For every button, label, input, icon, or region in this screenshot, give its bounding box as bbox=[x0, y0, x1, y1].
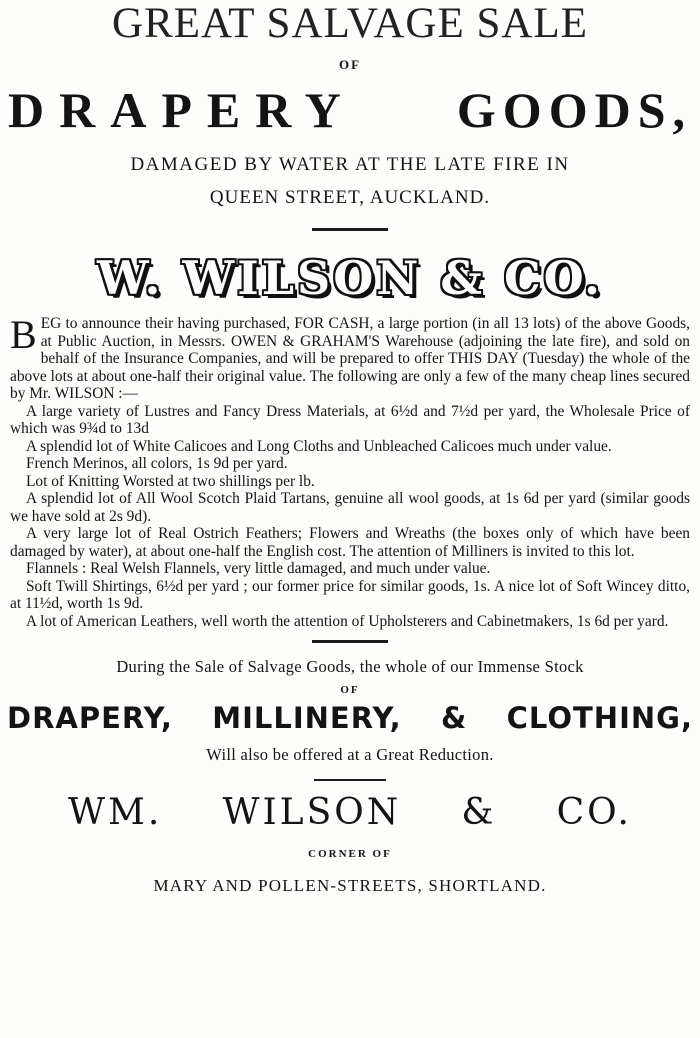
body-paragraph: French Merinos, all colors, 1s 9d per yard. bbox=[26, 455, 288, 472]
headline-of: OF bbox=[338, 57, 362, 72]
headline-word: DRAPERY, bbox=[7, 701, 173, 735]
headline-great-salvage-sale: GREAT SALVAGE SALE bbox=[112, 0, 588, 47]
body-paragraph: A very large lot of Real Ostrich Feathers; Flowers and Wreaths (the boxes only of which have been damaged by water), at about one-half the English cost. The attention of Milliners is invited to this lot. bbox=[10, 525, 690, 560]
firm-word: & bbox=[461, 792, 497, 833]
drop-cap: B bbox=[10, 312, 37, 357]
divider-rule bbox=[312, 228, 388, 231]
during-sale-line: During the Sale of Salvage Goods, the whole of our Immense Stock bbox=[116, 657, 584, 676]
body-paragraph: Flannels : Real Welsh Flannels, very little damaged, and much under value. bbox=[26, 560, 491, 577]
body-paragraph: Soft Twill Shirtings, 6½d per yard ; our former price for similar goods, 1s. A nice lot of Soft Wincey ditto, at 11½d, worth 1s 9d. bbox=[10, 577, 690, 612]
corner-of: CORNER OF bbox=[308, 848, 392, 860]
headline-drapery-millinery-clothing bbox=[6, 701, 694, 735]
body-paragraph-text: EG to announce their having purchased, FOR CASH, a large portion (in all 13 lots) of the above Goods, at Public Auction, in Messrs. OWEN & GRAHAM'S Warehouse (adjoining the late fire), and sold on behalf of the Insurance Companies, and will be prepared to offer THIS DAY (Tuesday) the whole of the above lots at about one-half their original value. The following are only a few of the many cheap lines secured by Mr. WILSON :— bbox=[10, 315, 690, 402]
address-line: MARY AND POLLEN-STREETS, SHORTLAND. bbox=[153, 876, 547, 895]
body-paragraph: A large variety of Lustres and Fancy Dress Materials, at 6½d and 7½d per yard, the Wholesale Price of which was 9¾d to 13d bbox=[10, 402, 690, 437]
headline-drapery-goods bbox=[6, 83, 694, 137]
body-paragraph: A lot of American Leathers, well worth the attention of Upholsterers and Cabinetmakers, 1s 6d per yard. bbox=[26, 612, 669, 630]
firm-name-decorative: W. WILSON & CO. bbox=[97, 251, 603, 305]
body-paragraph: A splendid lot of All Wool Scotch Plaid Tartans, genuine all wool goods, at 1s 6d per yard (similar goods we have sold at 2s 9d). bbox=[10, 490, 690, 525]
reduction-line: Will also be offered at a Great Reduction. bbox=[206, 745, 494, 764]
divider-rule bbox=[312, 640, 388, 643]
damaged-line: DAMAGED BY WATER AT THE LATE FIRE IN bbox=[130, 154, 570, 175]
firm-name-footer bbox=[6, 793, 694, 833]
footer-of: OF bbox=[340, 684, 360, 696]
body-paragraph: Lot of Knitting Worsted at two shillings per lb. bbox=[26, 472, 315, 490]
headline-word: & bbox=[441, 701, 468, 735]
firm-word: WM. bbox=[68, 792, 163, 833]
firm-word: CO. bbox=[556, 792, 632, 833]
headline-word-goods: GOODS, bbox=[456, 82, 692, 138]
body-paragraph: A splendid lot of White Calicoes and Long Cloths and Unbleached Calicoes much under value. bbox=[26, 437, 612, 455]
headline-word: MILLINERY, bbox=[212, 701, 402, 735]
headline-word-drapery: DRAPERY bbox=[8, 82, 356, 138]
firm-word: WILSON bbox=[222, 792, 402, 833]
announcement-body bbox=[10, 312, 690, 630]
body-paragraph bbox=[10, 312, 690, 403]
location-line: QUEEN STREET, AUCKLAND. bbox=[209, 187, 491, 208]
divider-rule bbox=[314, 779, 386, 781]
headline-word: CLOTHING, bbox=[506, 701, 693, 735]
